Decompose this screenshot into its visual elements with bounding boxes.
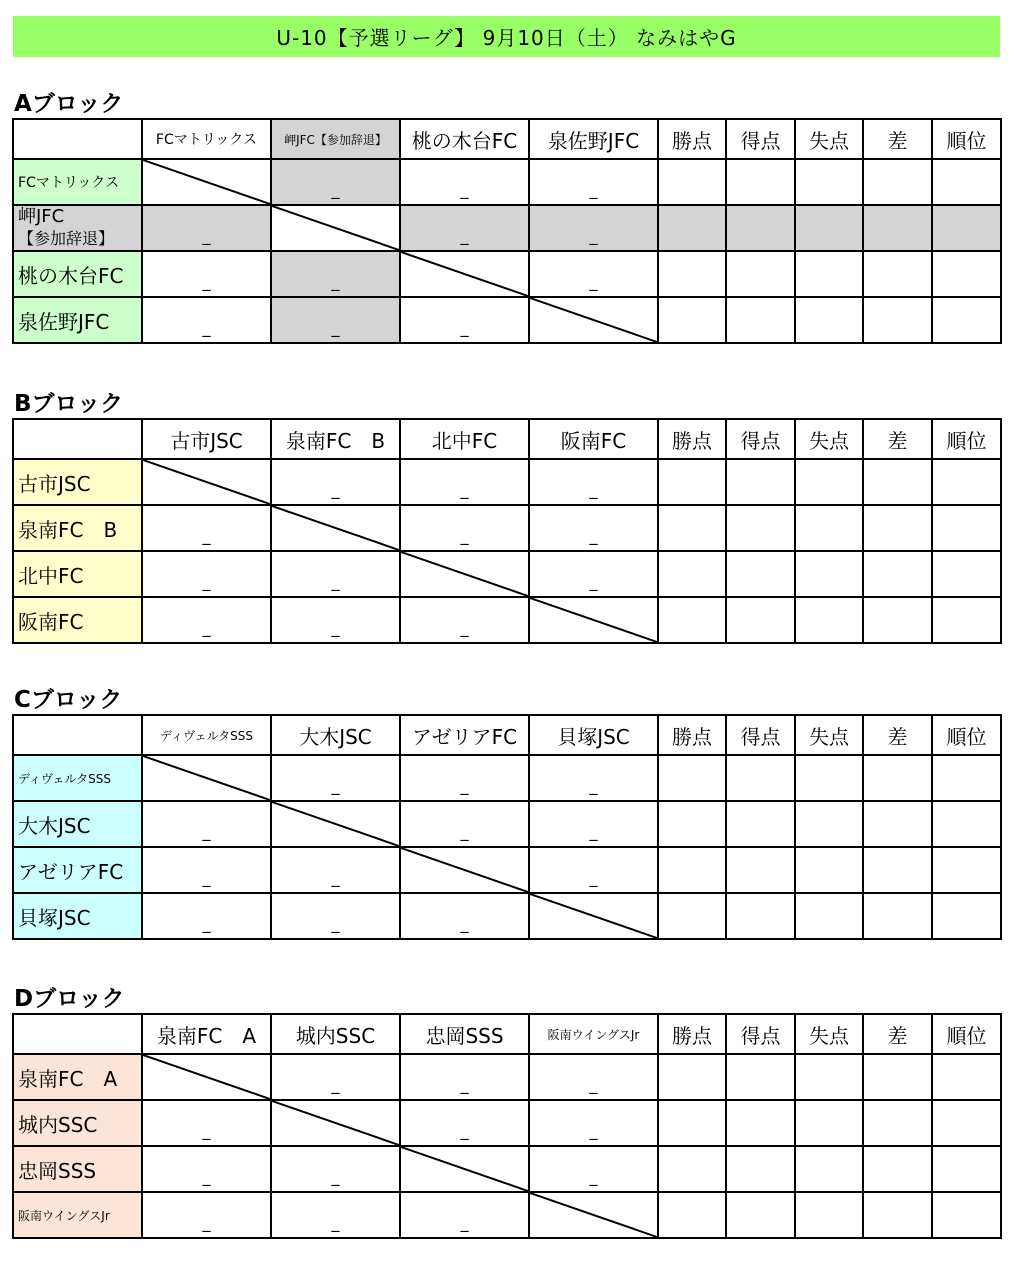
row-header-team: 大木JSC [13, 801, 142, 847]
diagonal-cell [400, 251, 529, 297]
stat-cell [658, 459, 726, 505]
stat-cell [863, 205, 932, 251]
row-header-team: 泉南FC A [13, 1054, 142, 1100]
stat-cell [726, 159, 795, 205]
diagonal-cell [529, 1192, 658, 1238]
result-cell: _ [271, 1054, 400, 1100]
stat-cell [932, 597, 1001, 643]
result-cell: _ [400, 1100, 529, 1146]
stat-cell [932, 893, 1001, 939]
result-cell: _ [142, 1192, 271, 1238]
col-header-team: 阪南ウイングスJr [529, 1014, 658, 1054]
stat-cell [932, 1146, 1001, 1192]
col-header-team: 貝塚JSC [529, 715, 658, 755]
stat-cell [658, 1100, 726, 1146]
col-header-stat: 勝点 [658, 119, 726, 159]
result-cell: _ [529, 1146, 658, 1192]
stat-cell [932, 1100, 1001, 1146]
diagonal-cell [271, 205, 400, 251]
diagonal-cell [400, 847, 529, 893]
diagonal-cell [400, 1146, 529, 1192]
stat-cell [795, 159, 863, 205]
result-cell: _ [400, 755, 529, 801]
stat-cell [795, 755, 863, 801]
col-header-stat: 失点 [795, 715, 863, 755]
corner-cell [13, 419, 142, 459]
stat-cell [932, 551, 1001, 597]
result-cell: _ [400, 505, 529, 551]
stat-cell [795, 1192, 863, 1238]
result-cell: _ [400, 597, 529, 643]
col-header-stat: 得点 [726, 1014, 795, 1054]
result-cell: _ [142, 893, 271, 939]
row-header-team: FCマトリックス [13, 159, 142, 205]
stat-cell [658, 251, 726, 297]
result-cell: _ [400, 1054, 529, 1100]
stat-cell [932, 505, 1001, 551]
result-cell: _ [271, 297, 400, 343]
row-header-team: 北中FC [13, 551, 142, 597]
row-header-team: 阪南FC [13, 597, 142, 643]
stat-cell [863, 893, 932, 939]
row-header-team: 城内SSC [13, 1100, 142, 1146]
stat-cell [863, 1192, 932, 1238]
result-cell: _ [529, 205, 658, 251]
block-d-table [12, 1013, 1002, 1239]
col-header-stat: 失点 [795, 419, 863, 459]
col-header-stat: 順位 [932, 715, 1001, 755]
result-cell: _ [529, 505, 658, 551]
col-header-stat: 順位 [932, 119, 1001, 159]
stat-cell [863, 847, 932, 893]
corner-cell [13, 119, 142, 159]
diagonal-cell [529, 893, 658, 939]
result-cell: _ [142, 505, 271, 551]
result-cell: _ [271, 755, 400, 801]
stat-cell [658, 1192, 726, 1238]
diagonal-cell [142, 159, 271, 205]
stat-cell [932, 755, 1001, 801]
stat-cell [795, 297, 863, 343]
col-header-stat: 順位 [932, 419, 1001, 459]
corner-cell [13, 715, 142, 755]
block-a-title: Aブロック [14, 91, 124, 117]
col-header-stat: 差 [863, 1014, 932, 1054]
stat-cell [795, 505, 863, 551]
stat-cell [863, 251, 932, 297]
stat-cell [726, 459, 795, 505]
stat-cell [726, 597, 795, 643]
col-header-stat: 失点 [795, 119, 863, 159]
col-header-team: 岬JFC【参加辞退】 [271, 119, 400, 159]
col-header-stat: 勝点 [658, 1014, 726, 1054]
stat-cell [726, 801, 795, 847]
stat-cell [658, 1146, 726, 1192]
result-cell: _ [271, 459, 400, 505]
diagonal-cell [400, 551, 529, 597]
result-cell: _ [142, 1100, 271, 1146]
result-cell: _ [271, 159, 400, 205]
stat-cell [932, 251, 1001, 297]
row-header-team: 忠岡SSS [13, 1146, 142, 1192]
diagonal-cell [529, 597, 658, 643]
stat-cell [726, 1192, 795, 1238]
stat-cell [726, 1054, 795, 1100]
col-header-stat: 差 [863, 119, 932, 159]
stat-cell [726, 297, 795, 343]
col-header-team: FCマトリックス [142, 119, 271, 159]
stat-cell [795, 1146, 863, 1192]
result-cell: _ [271, 893, 400, 939]
stat-cell [795, 597, 863, 643]
result-cell: _ [142, 251, 271, 297]
stat-cell [932, 1192, 1001, 1238]
stat-cell [658, 205, 726, 251]
result-cell: _ [400, 205, 529, 251]
result-cell: _ [400, 1192, 529, 1238]
stat-cell [658, 755, 726, 801]
block-b-title: Bブロック [14, 391, 124, 417]
block-b-table [12, 418, 1002, 644]
stat-cell [726, 1100, 795, 1146]
stat-cell [863, 755, 932, 801]
stat-cell [795, 1054, 863, 1100]
col-header-stat: 勝点 [658, 419, 726, 459]
stat-cell [658, 801, 726, 847]
col-header-team: アゼリアFC [400, 715, 529, 755]
result-cell: _ [142, 297, 271, 343]
col-header-stat: 得点 [726, 715, 795, 755]
col-header-stat: 得点 [726, 419, 795, 459]
result-cell: _ [529, 459, 658, 505]
result-cell: _ [142, 551, 271, 597]
result-cell: _ [271, 1192, 400, 1238]
col-header-team: 泉佐野JFC [529, 119, 658, 159]
stat-cell [932, 1054, 1001, 1100]
diagonal-cell [142, 1054, 271, 1100]
block-a-table [12, 118, 1002, 344]
col-header-team: 泉南FC B [271, 419, 400, 459]
result-cell: _ [400, 459, 529, 505]
result-cell: _ [142, 597, 271, 643]
result-cell: _ [142, 801, 271, 847]
block-c-table [12, 714, 1002, 940]
result-cell: _ [271, 1146, 400, 1192]
col-header-team: 城内SSC [271, 1014, 400, 1054]
result-cell: _ [142, 847, 271, 893]
result-cell: _ [529, 1100, 658, 1146]
col-header-stat: 得点 [726, 119, 795, 159]
result-cell: _ [271, 597, 400, 643]
col-header-stat: 差 [863, 715, 932, 755]
stat-cell [932, 205, 1001, 251]
diagonal-cell [271, 505, 400, 551]
row-header-team: 泉佐野JFC [13, 297, 142, 343]
stat-cell [863, 597, 932, 643]
stat-cell [863, 801, 932, 847]
col-header-stat: 差 [863, 419, 932, 459]
result-cell: _ [529, 551, 658, 597]
col-header-team: 阪南FC [529, 419, 658, 459]
result-cell: _ [529, 847, 658, 893]
col-header-team: ディヴェルタSSS [142, 715, 271, 755]
diagonal-cell [271, 801, 400, 847]
stat-cell [795, 205, 863, 251]
col-header-team: 大木JSC [271, 715, 400, 755]
stat-cell [863, 505, 932, 551]
row-header-team: 古市JSC [13, 459, 142, 505]
stat-cell [795, 251, 863, 297]
result-cell: _ [400, 159, 529, 205]
stat-cell [795, 801, 863, 847]
stat-cell [726, 1146, 795, 1192]
col-header-stat: 順位 [932, 1014, 1001, 1054]
row-header-team: 桃の木台FC [13, 251, 142, 297]
diagonal-cell [271, 1100, 400, 1146]
stat-cell [726, 505, 795, 551]
row-header-team: アゼリアFC [13, 847, 142, 893]
stat-cell [932, 297, 1001, 343]
result-cell: _ [529, 159, 658, 205]
stat-cell [863, 1054, 932, 1100]
stat-cell [932, 459, 1001, 505]
result-cell: _ [529, 251, 658, 297]
col-header-stat: 勝点 [658, 715, 726, 755]
result-cell: _ [271, 251, 400, 297]
stat-cell [795, 459, 863, 505]
corner-cell [13, 1014, 142, 1054]
result-cell: _ [142, 1146, 271, 1192]
stat-cell [795, 847, 863, 893]
stat-cell [863, 159, 932, 205]
result-cell: _ [529, 755, 658, 801]
diagonal-cell [142, 459, 271, 505]
result-cell: _ [271, 551, 400, 597]
row-header-team: ディヴェルタSSS [13, 755, 142, 801]
stat-cell [863, 1146, 932, 1192]
stat-cell [726, 755, 795, 801]
stat-cell [726, 251, 795, 297]
stat-cell [863, 551, 932, 597]
result-cell: _ [142, 205, 271, 251]
stat-cell [658, 159, 726, 205]
result-cell: _ [529, 1054, 658, 1100]
page-title: U-10【予選リーグ】 9月10日（土） なみはやG [13, 16, 1000, 57]
stat-cell [863, 297, 932, 343]
stat-cell [726, 847, 795, 893]
stat-cell [726, 551, 795, 597]
stat-cell [658, 1054, 726, 1100]
stat-cell [795, 551, 863, 597]
stat-cell [932, 847, 1001, 893]
stat-cell [863, 1100, 932, 1146]
block-c-title: Cブロック [14, 687, 123, 713]
stat-cell [658, 597, 726, 643]
result-cell: _ [400, 297, 529, 343]
stat-cell [658, 893, 726, 939]
stat-cell [795, 893, 863, 939]
diagonal-cell [142, 755, 271, 801]
stat-cell [726, 893, 795, 939]
stat-cell [658, 551, 726, 597]
col-header-team: 北中FC [400, 419, 529, 459]
block-d-title: Dブロック [14, 986, 125, 1012]
stat-cell [658, 297, 726, 343]
stat-cell [658, 847, 726, 893]
stat-cell [726, 205, 795, 251]
row-header-team: 泉南FC B [13, 505, 142, 551]
stat-cell [658, 505, 726, 551]
col-header-team: 桃の木台FC [400, 119, 529, 159]
stat-cell [863, 459, 932, 505]
stat-cell [932, 159, 1001, 205]
result-cell: _ [400, 801, 529, 847]
result-cell: _ [400, 893, 529, 939]
col-header-team: 忠岡SSS [400, 1014, 529, 1054]
col-header-stat: 失点 [795, 1014, 863, 1054]
row-header-team: 岬JFC 【参加辞退】 [13, 205, 142, 251]
col-header-team: 泉南FC A [142, 1014, 271, 1054]
diagonal-cell [529, 297, 658, 343]
row-header-team: 阪南ウイングスJr [13, 1192, 142, 1238]
stat-cell [795, 1100, 863, 1146]
col-header-team: 古市JSC [142, 419, 271, 459]
result-cell: _ [529, 801, 658, 847]
result-cell: _ [271, 847, 400, 893]
row-header-team: 貝塚JSC [13, 893, 142, 939]
stat-cell [932, 801, 1001, 847]
